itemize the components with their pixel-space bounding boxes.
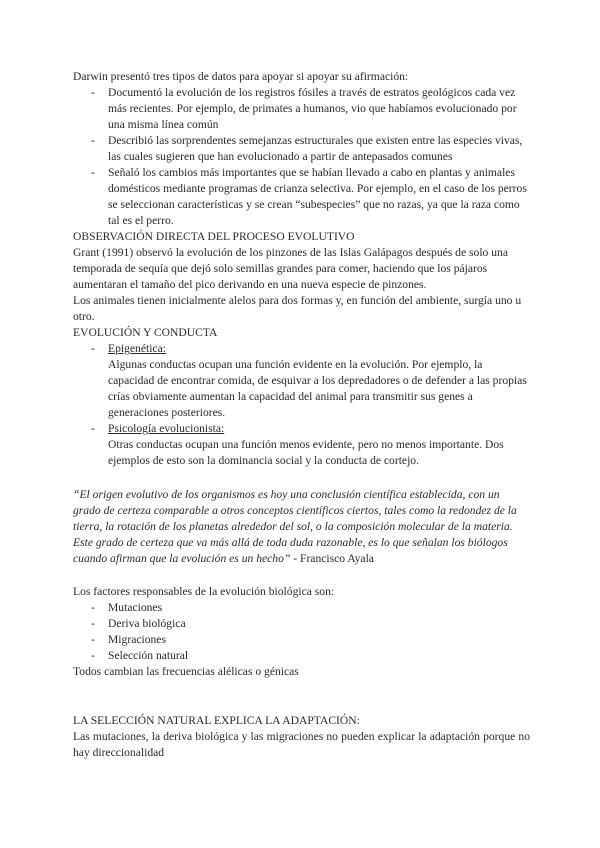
observation-paragraph-2: Los animales tienen inicialmente alelos para dos formas y, en función del ambiente, surgía uno u otro. <box>73 294 522 323</box>
behavior-item-evolutionary-psychology <box>73 421 530 469</box>
selection-text: Las mutaciones, la deriva biológica y las migraciones no pueden explicar la adaptación porque no hay direccionalidad <box>73 730 530 759</box>
darwin-points-list <box>73 85 530 229</box>
evolution-behavior-heading: EVOLUCIÓN Y CONDUCTA <box>73 326 218 339</box>
factors-intro: Los factores responsables de la evolución biológica son: <box>73 585 335 598</box>
darwin-point: - Documentó la evolución de los registros fósiles a través de estratos geológicos cada vez más recientes. Por ejemplo, de primates a humanos, vio que habíamos evolucionado por una misma línea común <box>73 85 530 133</box>
factors-list <box>73 600 530 664</box>
selection-heading: LA SELECCIÓN NATURAL EXPLICA LA ADAPTACIÓN: <box>73 714 360 727</box>
darwin-point: - Señaló los cambios más importantes que se habían llevado a cabo en plantas y animales domésticos mediante programas de crianza selectiva. Por ejemplo, en el caso de los perros se seleccionan características y se crean “subespecies” que no razas, ya que la raza como tal es el perro. <box>73 165 530 229</box>
factor-item: - Mutaciones <box>73 600 530 616</box>
observation-heading: OBSERVACIÓN DIRECTA DEL PROCESO EVOLUTIVO <box>73 230 355 243</box>
behavior-item-title: Psicología evolucionista: <box>108 422 225 435</box>
factor-item: - Deriva biológica <box>73 616 530 632</box>
behavior-item-epigenetics <box>73 341 530 421</box>
quote-author: - Francisco Ayala <box>290 552 374 565</box>
factor-item: - Selección natural <box>73 648 530 664</box>
ayala-quote <box>73 487 530 567</box>
behavior-item-title: Epigenética: <box>108 342 166 355</box>
behavior-item-text: Otras conductas ocupan una función menos evidente, pero no menos importante. Dos ejemplos de esto son la dominancia social y la conducta de cortejo. <box>108 438 504 467</box>
factors-conclusion: Todos cambian las frecuencias alélicas o génicas <box>73 665 299 678</box>
darwin-intro: Darwin presentó tres tipos de datos para apoyar si apoyar su afirmación: <box>73 70 409 83</box>
darwin-point: - Describió las sorprendentes semejanzas estructurales que existen entre las especies vivas, las cuales sugieren que han evolucionado a partir de antepasados comunes <box>73 133 530 165</box>
quote-text: “El origen evolutivo de los organismos es hoy una conclusión científica establecida, con un grado de certeza comparable a otros conceptos científicos ciertos, tales como la redondez de la tierra, la rotación de los planetas alrededor del sol, o la composición molecular de la materia. Este grado de certeza que va más allá de toda duda razonable, es lo que señalan los biólogos cuando afirman que la evolución es un hecho” <box>73 488 517 565</box>
factor-item: - Migraciones <box>73 632 530 648</box>
behavior-item-text: Algunas conductas ocupan una función evidente en la evolución. Por ejemplo, la capacidad de encontrar comida, de esquivar a los depredadores o de defender a las propias crías obviamente aumentan la capacidad del animal para transmitir sus genes a generaciones posteriores. <box>108 358 527 419</box>
behavior-list <box>73 341 530 469</box>
observation-paragraph: Grant (1991) observó la evolución de los pinzones de las Islas Galápagos después de solo una temporada de sequía que dejó solo semillas grandes para comer, haciendo que los pájaros aumentaran el tamaño del pico derivando en una nueva especie de pinzones. <box>73 246 508 291</box>
